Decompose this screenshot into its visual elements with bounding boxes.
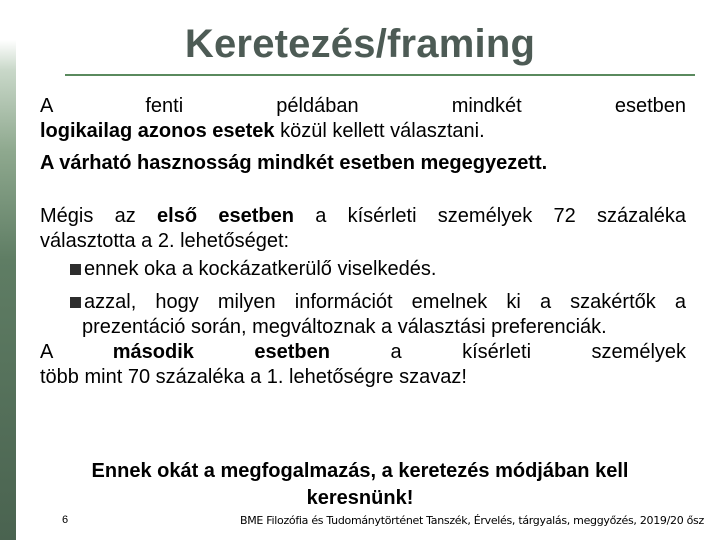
para3-line1: [40, 204, 686, 229]
word: fenti: [145, 95, 184, 117]
para1-line1: [40, 94, 686, 119]
slide-body: [40, 94, 686, 390]
bullet-item-1: [40, 257, 686, 282]
para2: A várható hasznosság mindkét esetben megegyezett.: [40, 152, 548, 174]
word: személyek: [591, 341, 687, 363]
text: Mégis az: [40, 205, 158, 227]
word: kísérleti: [462, 341, 532, 363]
text: a kísérleti személyek 72 százaléka: [293, 205, 686, 227]
word: esetben: [614, 95, 687, 117]
word: A: [40, 341, 53, 363]
square-bullet-icon: [70, 264, 81, 275]
square-bullet-icon: [70, 297, 81, 308]
bold-phrase: első esetben: [157, 205, 294, 227]
conclusion: [60, 458, 660, 512]
bold-phrase: logikailag azonos esetek: [40, 120, 275, 142]
page-number: 6: [62, 514, 69, 526]
slide-title: Keretezés/framing: [184, 22, 536, 66]
bullet-text: ennek oka a kockázatkerülő viselkedés.: [84, 258, 437, 280]
conclusion-line2: keresnünk!: [306, 487, 414, 509]
bullet-2-continuation: prezentáció során, megváltoznak a választási preferenciák.: [82, 316, 607, 338]
bullet-text: azzal, hogy milyen információt emelnek ki a szakértők a: [84, 291, 686, 313]
title-divider: [65, 74, 695, 76]
para4-line2: több mint 70 százaléka a 1. lehetőségre szavaz!: [40, 366, 467, 388]
para4-line1: [40, 340, 686, 365]
word: a: [390, 341, 402, 363]
word: mindkét: [451, 95, 522, 117]
footer-text: BME Filozófia és Tudománytörténet Tanszék, Érvelés, tárgyalás, meggyőzés, 2019/20 ősz: [240, 514, 704, 527]
word: A: [40, 95, 53, 117]
word: esetben: [254, 341, 330, 363]
para1-line2: [40, 119, 686, 144]
conclusion-line1: Ennek okát a megfogalmazás, a keretezés módjában kell: [91, 460, 629, 482]
word: példában: [276, 95, 359, 117]
word: második: [112, 341, 194, 363]
bullet-item-2: [40, 290, 686, 315]
text: közül kellett választani.: [274, 120, 485, 142]
sidebar-decoration: [0, 0, 16, 540]
para3-line2: választotta a 2. lehetőséget:: [40, 230, 290, 252]
